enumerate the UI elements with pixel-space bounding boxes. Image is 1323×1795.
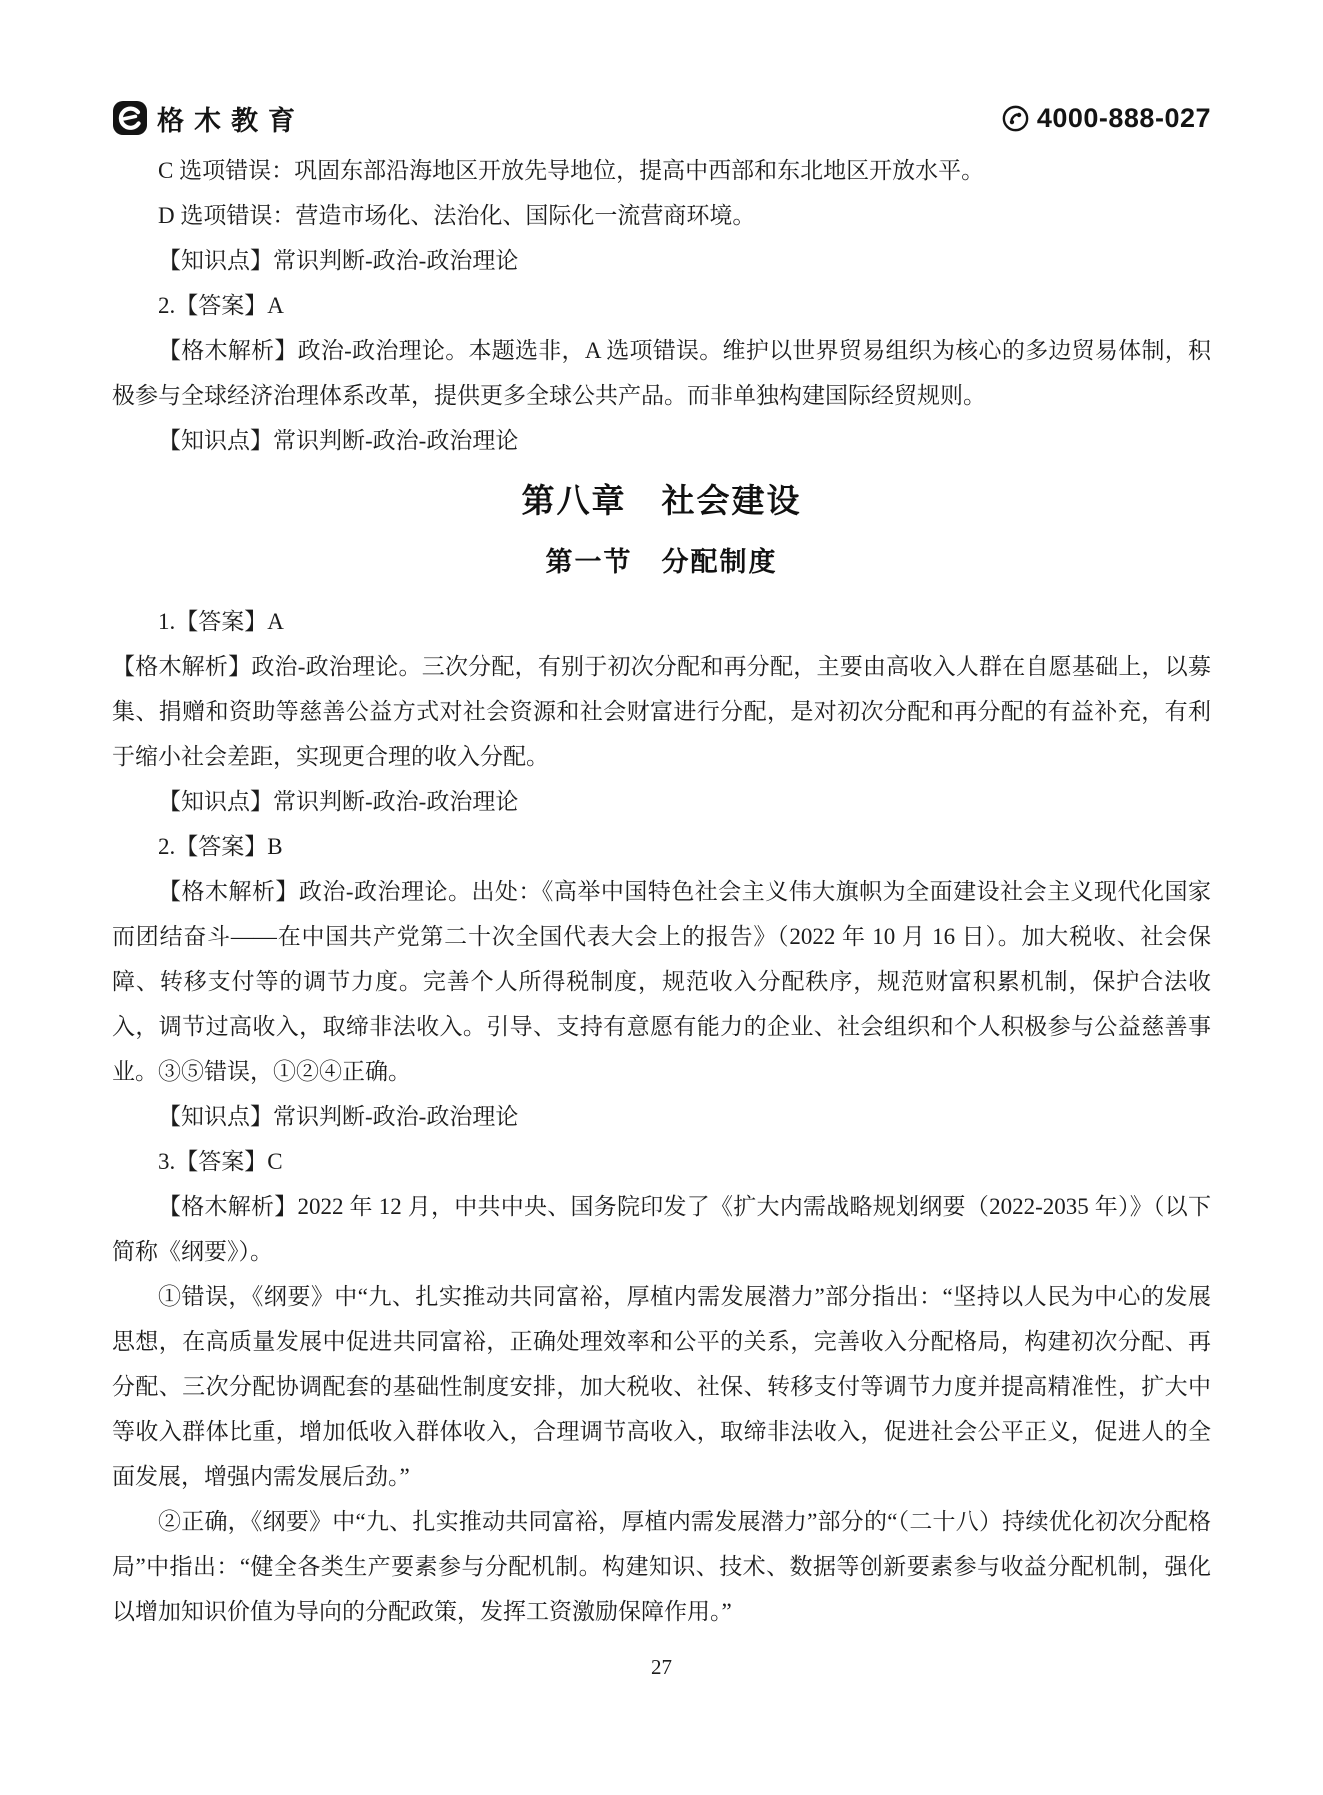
chapter-heading: 第八章 社会建设 <box>521 482 802 519</box>
analysis-paragraph: 【格木解析】2022 年 12 月，中共中央、国务院印发了《扩大内需战略规划纲要（2022-2035 年）》（以下简称《纲要》）。 <box>112 1194 1211 1264</box>
analysis-point-1: ①错误，《纲要》中“九、扎实推动共同富裕，厚植内需发展潜力”部分指出：“坚持以人民为中心的发展思想，在高质量发展中促进共同富裕，正确处理效率和公平的关系，完善收入分配格局，构建初次分配、再分配、三次分配协调配套的基础性制度安排，加大税收、社保、转移支付等调节力度并提高精准性，扩大中等收入群体比重，增加低收入群体收入，合理调节高收入，取缔非法收入，促进社会公平正义，促进人的全面发展，增强内需发展后劲。” <box>112 1284 1211 1489</box>
document-body <box>112 148 1211 1634</box>
analysis-paragraph: 【格木解析】政治-政治理论。本题选非，A 选项错误。维护以世界贸易组织为核心的多边贸易体制，积极参与全球经济治理体系改革，提供更多全球公共产品。而非单独构建国际经贸规则。 <box>112 338 1211 408</box>
brand-name: 格木教育 <box>157 105 305 136</box>
analysis-point-2: ②正确，《纲要》中“九、扎实推动共同富裕，厚植内需发展潜力”部分的“（二十八）持续优化初次分配格局”中指出：“健全各类生产要素参与分配机制。构建知识、技术、数据等创新要素参与收益分配机制，强化以增加知识价值为导向的分配政策，发挥工资激励保障作用。” <box>112 1509 1211 1624</box>
gemu-logo-icon <box>112 100 148 136</box>
analysis-paragraph: 【格木解析】政治-政治理论。出处：《高举中国特色社会主义伟大旗帜为全面建设社会主义现代化国家而团结奋斗——在中国共产党第二十次全国代表大会上的报告》（2022 年 10 月 16 日）。加大税收、社会保障、转移支付等的调节力度。完善个人所得税制度，规范收入分配秩序，规范财富积累机制，保护合法收入，调节过高收入，取缔非法收入。引导、支持有意愿有能力的企业、社会组织和个人积极参与公益慈善事业。③⑤错误，①②④正确。 <box>112 879 1211 1084</box>
section-heading: 第一节 分配制度 <box>545 547 778 577</box>
analysis-paragraph: 【格木解析】政治-政治理论。三次分配，有别于初次分配和再分配，主要由高收入人群在自愿基础上，以募集、捐赠和资助等慈善公益方式对社会资源和社会财富进行分配，是对初次分配和再分配的有益补充，有利于缩小社会差距，实现更合理的收入分配。 <box>112 654 1211 769</box>
answer-line: 1.【答案】A <box>158 609 284 634</box>
page-footer <box>0 1655 1323 1680</box>
page-header <box>112 96 1211 140</box>
phone-number: 4000-888-027 <box>1036 102 1211 133</box>
knowledge-point: 【知识点】常识判断-政治-政治理论 <box>158 789 519 814</box>
answer-line: 2.【答案】A <box>158 293 284 318</box>
option-error-d: D 选项错误：营造市场化、法治化、国际化一流营商环境。 <box>158 203 756 228</box>
knowledge-point: 【知识点】常识判断-政治-政治理论 <box>158 248 519 273</box>
knowledge-point: 【知识点】常识判断-政治-政治理论 <box>158 1104 519 1129</box>
phone-circle-icon <box>1002 105 1029 132</box>
knowledge-point: 【知识点】常识判断-政治-政治理论 <box>158 428 519 453</box>
contact-phone <box>1002 103 1211 134</box>
brand-logo <box>112 99 305 138</box>
page-number: 27 <box>651 1655 672 1679</box>
option-error-c: C 选项错误：巩固东部沿海地区开放先导地位，提高中西部和东北地区开放水平。 <box>158 158 985 183</box>
answer-line: 3.【答案】C <box>158 1149 283 1174</box>
answer-line: 2.【答案】B <box>158 834 283 859</box>
